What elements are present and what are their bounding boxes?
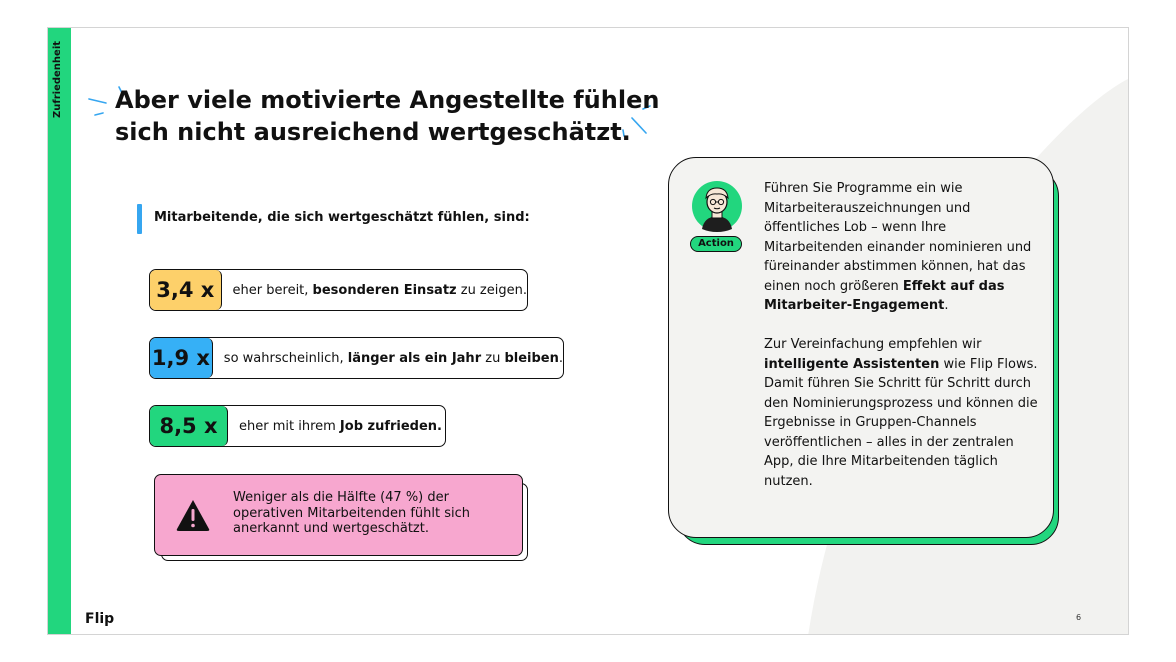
action-card [668, 157, 1054, 538]
sidebar [48, 28, 71, 634]
avatar [691, 180, 743, 232]
stat-description: so wahrscheinlich, länger als ein Jahr zu bleiben. [223, 350, 563, 366]
stat-description: eher mit ihrem Job zufrieden. [239, 418, 442, 434]
sidebar-label: Zufriedenheit [52, 40, 63, 118]
stat-card-einsatz [149, 269, 528, 311]
page-title [115, 84, 675, 148]
warning-text: Weniger als die Hälfte (47 %) der operativen Mitarbeitenden fühlt sich anerkannt und wertgeschätzt. [233, 490, 471, 536]
warning-card [154, 474, 523, 556]
warning-icon [175, 498, 211, 532]
action-paragraph-1: Führen Sie Programme ein wie Mitarbeiterauszeichnungen und öffentliches Lob – wenn Ihre Mitarbeitenden einander nominieren und füreinander abstimmen können, hat das einen noch größeren Effekt auf das Mitarbeiter-Engagement. [764, 181, 1032, 313]
title-line-1: Aber viele motivierte Angestellte fühlen [115, 86, 660, 114]
page-number: 6 [1076, 613, 1082, 622]
stat-value: 3,4 x [150, 270, 222, 310]
stat-value: 1,9 x [150, 338, 213, 378]
stat-card-bleiben [149, 337, 564, 379]
stats-subtitle: Mitarbeitende, die sich wertgeschätzt fühlen, sind: [154, 210, 530, 225]
action-paragraph-2: Zur Vereinfachung empfehlen wir intelligente Assistenten wie Flip Flows. Damit führen Sie Schritt für Schritt durch den Nominierungsprozess und können die Ergebnisse in Gruppen-Channels veröffentlichen – alles in der zentralen App, die Ihre Mitarbeitenden täglich nutzen. [764, 337, 1038, 489]
title-line-2: sich nicht ausreichend wertgeschätzt. [115, 118, 631, 146]
action-text [764, 179, 1039, 491]
flip-logo: Flip [85, 611, 115, 627]
subtitle-accent-bar [137, 204, 142, 234]
stat-value: 8,5 x [150, 406, 228, 446]
stat-card-zufrieden [149, 405, 446, 447]
slide [47, 27, 1129, 635]
action-badge: Action [690, 236, 742, 252]
stat-description: eher bereit, besonderen Einsatz zu zeigen. [232, 282, 527, 298]
